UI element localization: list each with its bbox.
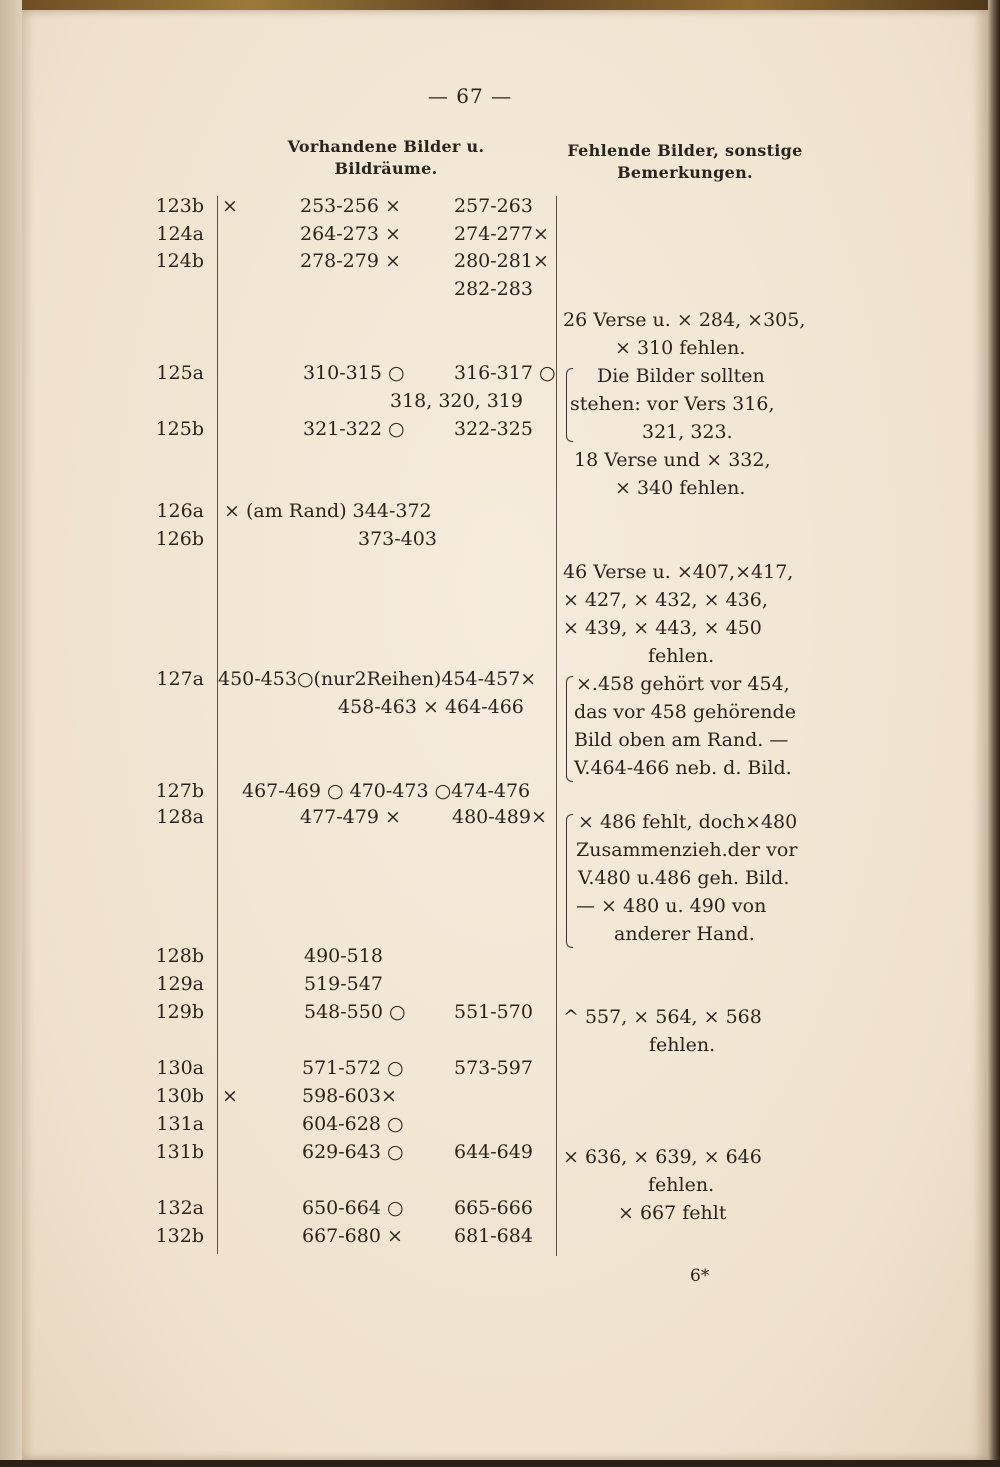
quire-signature: 127b (155, 780, 204, 802)
verse-range: 321-322 ○ (303, 418, 405, 440)
verse-range: 280-281× (454, 250, 549, 272)
header-line: Fehlende Bilder, sonstige (567, 141, 803, 160)
remark-line: anderer Hand. (614, 923, 755, 945)
header-line: Bemerkungen. (617, 163, 753, 182)
verse-range: 665-666 (454, 1197, 533, 1219)
verse-range: 571-572 ○ (302, 1057, 404, 1079)
verse-range: 490-518 (304, 945, 383, 967)
verse-range: 278-279 × (300, 250, 401, 272)
remark-line: ×.458 gehört vor 454, (576, 673, 790, 695)
remark-line: × 439, × 443, × 450 (563, 617, 762, 639)
remark-line: ^ 557, × 564, × 568 (563, 1006, 762, 1028)
brace-mark (566, 814, 573, 948)
remark-line: × 310 fehlen. (615, 337, 746, 359)
verse-range: 318, 320, 319 (390, 390, 523, 412)
book-edge-bottom (0, 1460, 1000, 1467)
verse-range: 629-643 ○ (302, 1141, 404, 1163)
verse-range: 373-403 (358, 528, 437, 550)
remark-line: V.464-466 neb. d. Bild. (574, 757, 792, 779)
verse-range: 650-664 ○ (302, 1197, 404, 1219)
column-divider-left (217, 196, 218, 1254)
remark-line: Die Bilder sollten (597, 365, 765, 387)
remark-line: V.480 u.486 geh. Bild. (578, 867, 790, 889)
verse-range: 644-649 (454, 1141, 533, 1163)
quire-signature: 127a (156, 668, 204, 690)
verse-range: 604-628 ○ (302, 1113, 404, 1135)
quire-signature: 132a (156, 1197, 204, 1219)
remark-line: × 636, × 639, × 646 (563, 1146, 762, 1168)
remark-line: × 340 fehlen. (615, 477, 746, 499)
verse-range: 519-547 (304, 973, 383, 995)
quire-signature: 130b (155, 1085, 204, 1107)
header-line: Vorhandene Bilder u. (287, 137, 485, 156)
verse-range: 467-469 ○ 470-473 ○474-476 (242, 780, 531, 802)
quire-signature: 131a (156, 1113, 204, 1135)
verse-range: 310-315 ○ (303, 362, 405, 384)
quire-signature: 125a (156, 362, 204, 384)
column-header-present-images (276, 136, 496, 180)
quire-signature: 124a (156, 223, 204, 245)
quire-signature: 128b (155, 945, 204, 967)
quire-signature: 126a (156, 500, 204, 522)
verse-range: × (am Rand) 344-372 (224, 500, 432, 522)
quire-signature: 125b (155, 418, 204, 440)
quire-signature: 128a (156, 806, 204, 828)
remark-line: × 427, × 432, × 436, (563, 589, 768, 611)
verse-range: 548-550 ○ (304, 1001, 406, 1023)
page-number: — 67 — (427, 84, 513, 108)
verse-range: 551-570 (454, 1001, 533, 1023)
verse-range: 274-277× (454, 223, 549, 245)
book-gutter (0, 0, 22, 1467)
remark-line: fehlen. (649, 1034, 716, 1056)
quire-signature: 126b (155, 528, 204, 550)
verse-range: 253-256 × (300, 195, 401, 217)
remark-line: Zusammenzieh.der vor (576, 839, 798, 861)
verse-range: 480-489× (452, 806, 547, 828)
verse-range: 458-463 × 464-466 (338, 696, 524, 718)
verse-range: 667-680 × (302, 1225, 403, 1247)
remark-line: das vor 458 gehörende (574, 701, 796, 723)
column-divider-right (556, 196, 557, 1256)
quire-signature: 129b (155, 1001, 204, 1023)
verse-range: 316-317 ○ (454, 362, 556, 384)
remark-line: Bild oben am Rand. — (574, 729, 789, 751)
verse-range: 681-684 (454, 1225, 533, 1247)
quire-signature: 131b (155, 1141, 204, 1163)
remark-line: × 486 fehlt, doch×480 (578, 811, 798, 833)
verse-range: × (222, 1085, 238, 1107)
quire-signature: 129a (156, 973, 204, 995)
remark-line: — × 480 u. 490 von (576, 895, 767, 917)
remark-line: 18 Verse und × 332, (574, 449, 771, 471)
verse-range: 282-283 (454, 278, 533, 300)
verse-range: 573-597 (454, 1057, 533, 1079)
verse-range: × (222, 195, 238, 217)
verse-range: 322-325 (454, 418, 533, 440)
header-line: Bildräume. (334, 159, 438, 178)
signature-mark: 6* (690, 1266, 710, 1286)
remark-line: 46 Verse u. ×407,×417, (563, 561, 794, 583)
remark-line: fehlen. (648, 645, 715, 667)
remark-line: 26 Verse u. × 284, ×305, (563, 309, 806, 331)
remark-line: stehen: vor Vers 316, (570, 393, 775, 415)
quire-signature: 124b (155, 250, 204, 272)
brace-mark (566, 676, 573, 782)
column-header-missing-images (555, 140, 815, 184)
quire-signature: 123b (155, 195, 204, 217)
verse-range: 477-479 × (300, 806, 401, 828)
quire-signature: 130a (156, 1057, 204, 1079)
verse-range: 598-603× (302, 1085, 397, 1107)
remark-line: fehlen. (648, 1174, 715, 1196)
quire-signature: 132b (155, 1225, 204, 1247)
book-edge-right (988, 0, 1000, 1467)
remark-line: × 667 fehlt (618, 1202, 727, 1224)
verse-range: 264-273 × (300, 223, 401, 245)
verse-range: 450-453○(nur2Reihen)454-457× (218, 668, 537, 690)
verse-range: 257-263 (454, 195, 533, 217)
remark-line: 321, 323. (642, 421, 733, 443)
